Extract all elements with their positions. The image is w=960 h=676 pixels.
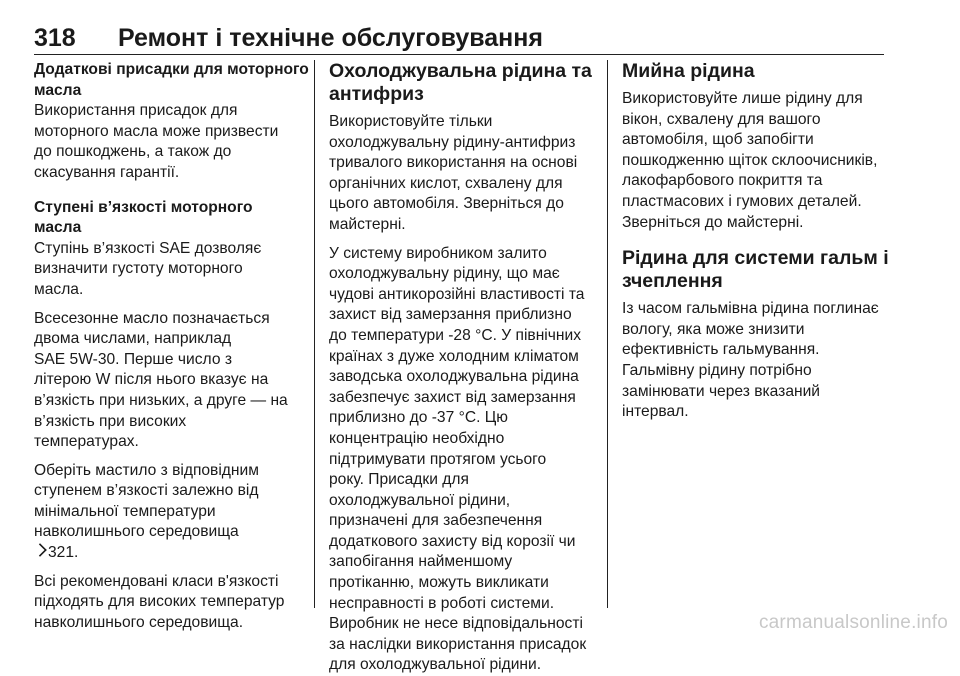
paragraph-viscosity-1: Ступінь в’язкості SAE дозволяє визначити густоту моторного масла.: [34, 239, 262, 298]
section-title-viscosity: Ступені в’язкості моторного масла: [34, 198, 253, 237]
section-title-coolant: Охолоджувальна рідина та антифриз: [329, 60, 592, 105]
paragraph-viscosity-4: Всі рекомендовані класи в'язкості підходять для високих температур навколишнього середовища.: [34, 572, 285, 631]
header-rule: [34, 54, 884, 55]
column-1: [34, 60, 309, 633]
page-header: [34, 20, 884, 54]
paragraph-washer-fluid: Використовуйте лише рідину для вікон, схвалену для вашого автомобіля, щоб запобігти пошкодженню щіток склоочисників, лакофарбового покриття та пластмасових і гумових деталей. Зверніться до майстерні.: [622, 90, 878, 231]
paragraph-brake-fluid: Із часом гальмівна рідина поглинає вологу, яка може знизити ефективність гальмування. Гальмівну рідину потрібно замінювати через вказаний інтервал.: [622, 300, 879, 421]
column-2: [329, 60, 599, 676]
section-title-oil-additives: Додаткові присадки для моторного масла: [34, 61, 309, 99]
reference-arrow-icon: [33, 543, 47, 557]
paragraph-viscosity-3: Оберіть мастило з відповідним ступенем в’язкості залежно від мінімальної температури навколишнього середовища 321.: [34, 461, 302, 564]
column-3: [622, 60, 894, 423]
watermark: carmanualsonline.info: [758, 612, 948, 633]
page-number: 318: [34, 24, 76, 52]
page-reference[interactable]: 321.: [34, 543, 302, 564]
chapter-title: Ремонт і технічне обслуговування: [118, 24, 543, 52]
paragraph-viscosity-2: Всесезонне масло позначається двома числами, наприклад SAE 5W-30. Перше число з літерою W після нього вказує на в’язкість при низьких, а друге — на в’язкість при високих температурах.: [34, 309, 288, 451]
column-divider-1: [314, 60, 315, 608]
paragraph-oil-additives: Використання присадок для моторного масла може призвести до пошкоджень, а також до скасування гарантії.: [34, 102, 279, 181]
section-title-washer-fluid: Мийна рідина: [622, 60, 755, 82]
paragraph-coolant-1: Використовуйте тільки охолоджувальну рідину-антифриз тривалого використання на основі органічних кислот, схвалену для цього автомобіля. Зверніться до майстерні.: [329, 113, 578, 233]
paragraph-coolant-2: У систему виробником залито охолоджувальну рідину, що має чудові антикорозійні властивості та захист від замерзання приблизно до температури -28 °C. У північних країнах з дуже холодним кліматом заводська охолоджувальна рідина забезпечує захист від замерзання приблизно до -37 °C. Цю концентрацію необхідно підтримувати протягом усього року. Присадки для охолоджувальної рідини, призначені для забезпечення додаткового захисту від корозії чи запобігання найменшому протіканню, можуть викликати несправності в роботі системи. Виробник не несе відповідальності за наслідки використання присадок для охолоджувальної рідини.: [329, 244, 587, 674]
column-divider-2: [607, 60, 608, 608]
section-title-brake-fluid: Рідина для системи гальм і зчеплення: [622, 247, 889, 293]
